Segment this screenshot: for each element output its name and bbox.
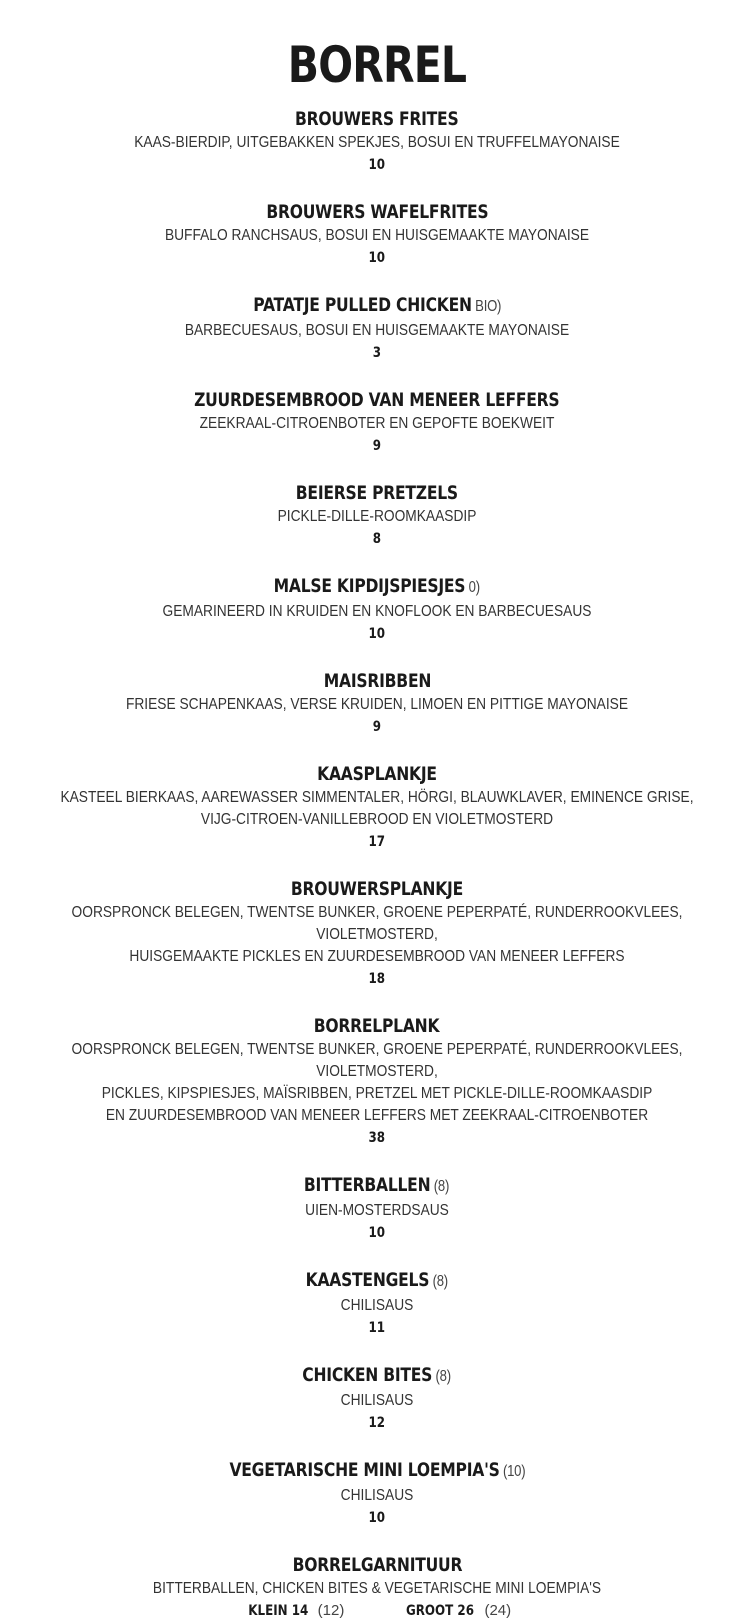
menu-item <box>0 1362 754 1434</box>
item-spacer <box>0 1339 754 1362</box>
page-title: BORREL <box>287 36 467 94</box>
menu-item <box>0 573 754 645</box>
menu-item-header <box>0 387 754 413</box>
size-label: KLEIN 14 <box>248 1603 309 1619</box>
item-spacer <box>0 1149 754 1172</box>
item-spacer <box>0 550 754 573</box>
menu-item-description: UIEN-MOSTERDSAUS <box>305 1202 449 1219</box>
menu-item-price-row <box>0 1412 754 1434</box>
menu-item <box>0 668 754 738</box>
menu-item <box>0 1267 754 1339</box>
size-options <box>0 1600 754 1622</box>
item-spacer <box>0 1244 754 1267</box>
menu-item-header <box>0 761 754 787</box>
item-spacer <box>0 176 754 199</box>
menu-item-header <box>0 876 754 902</box>
menu-item-description: BARBECUESAUS, BOSUI EN HUISGEMAAKTE MAYONAISE <box>184 322 570 339</box>
menu-item-description: EN ZUURDESEMBROOD VAN MENEER LEFFERS MET ZEEKRAAL-CITROENBOTER <box>105 1107 649 1124</box>
menu-item-name: KAASTENGELS (8) <box>305 1269 449 1291</box>
menu-item-description: BITTERBALLEN, CHICKEN BITES & VEGETARISCHE MINI LOEMPIA'S <box>152 1580 602 1597</box>
menu-item <box>0 480 754 550</box>
menu-item-header <box>0 668 754 694</box>
menu-item-header <box>0 292 754 320</box>
item-spacer <box>0 645 754 668</box>
menu-item <box>0 387 754 457</box>
item-spacer <box>0 1434 754 1457</box>
menu-item-description: PICKLE-DILLE-ROOMKAASDIP <box>277 508 477 525</box>
menu-item-header <box>0 1172 754 1200</box>
menu-item <box>0 761 754 853</box>
menu-item-description: OORSPRONCK BELEGEN, TWENTSE BUNKER, GROENE PEPERPATÉ, RUNDERROOKVLEES, VIOLETMOSTERD, <box>71 904 683 943</box>
menu-item-description: FRIESE SCHAPENKAAS, VERSE KRUIDEN, LIMOEN EN PITTIGE MAYONAISE <box>125 696 629 713</box>
menu-item-description: HUISGEMAAKTE PICKLES EN ZUURDESEMBROOD VAN MENEER LEFFERS <box>129 948 625 965</box>
menu-item-price: 10 <box>368 626 386 642</box>
menu-item-description: BUFFALO RANCHSAUS, BOSUI EN HUISGEMAAKTE MAYONAISE <box>164 227 590 244</box>
menu-item-header <box>0 1362 754 1390</box>
menu-item-name: BROUWERS FRITES <box>295 108 459 130</box>
menu-item-name: KAASPLANKJE <box>317 763 437 785</box>
menu-item-name: BITTERBALLEN (8) <box>304 1174 450 1196</box>
menu-item-name: VEGETARISCHE MINI LOEMPIA'S (10) <box>229 1459 525 1481</box>
menu-item-header <box>0 1267 754 1295</box>
menu-item-note: 0) <box>465 579 481 596</box>
menu-item-price-row <box>0 716 754 738</box>
menu-item <box>0 292 754 364</box>
menu-item-price-row <box>0 1317 754 1339</box>
menu-item-header <box>0 106 754 132</box>
menu-item-name: ZUURDESEMBROOD VAN MENEER LEFFERS <box>194 389 560 411</box>
item-spacer <box>0 738 754 761</box>
menu-item-price: 10 <box>368 250 386 266</box>
menu-item-price: 3 <box>372 345 382 361</box>
menu-item-header <box>0 480 754 506</box>
menu-item-description: KAAS-BIERDIP, UITGEBAKKEN SPEKJES, BOSUI EN TRUFFELMAYONAISE <box>134 134 620 151</box>
menu-item-name: BORRELGARNITUUR <box>292 1554 462 1576</box>
menu-item-price-row <box>0 831 754 853</box>
menu-item-description: PICKLES, KIPSPIESJES, MAÏSRIBBEN, PRETZEL MET PICKLE-DILLE-ROOMKAASDIP <box>101 1085 653 1102</box>
menu-item-price: 9 <box>372 438 382 454</box>
size-count: (24) <box>480 1602 512 1619</box>
item-spacer <box>0 269 754 292</box>
menu-item-description: VIJG-CITROEN-VANILLEBROOD EN VIOLETMOSTERD <box>200 811 554 828</box>
menu-item-name: MALSE KIPDIJSPIESJES 0) <box>273 575 481 597</box>
menu-item <box>0 1172 754 1244</box>
menu-item-note: (10) <box>499 1463 525 1480</box>
menu-item-header <box>0 1552 754 1578</box>
menu-item-name: BORRELPLANK <box>314 1015 440 1037</box>
menu-item <box>0 199 754 269</box>
menu-item-price: 8 <box>372 531 382 547</box>
menu-item-price: 17 <box>368 834 386 850</box>
menu-item-name: PATATJE PULLED CHICKEN BIO) <box>253 294 501 316</box>
size-option <box>400 1600 511 1622</box>
item-spacer <box>0 1529 754 1552</box>
menu-item-header <box>0 1013 754 1039</box>
menu-item-price: 10 <box>368 1510 386 1526</box>
menu-item-note: (8) <box>432 1368 452 1385</box>
size-count: (12) <box>313 1602 345 1619</box>
item-spacer <box>0 364 754 387</box>
menu-item-description: KASTEEL BIERKAAS, AAREWASSER SIMMENTALER, HÖRGI, BLAUWKLAVER, EMINENCE GRISE, <box>60 789 694 806</box>
menu-item-price-row <box>0 342 754 364</box>
menu-item-price: 38 <box>368 1130 386 1146</box>
menu-item <box>0 1457 754 1529</box>
menu-item-price-row <box>0 154 754 176</box>
menu-item-price-row <box>0 435 754 457</box>
item-spacer <box>0 457 754 480</box>
menu-item-price-row <box>0 968 754 990</box>
menu-item-header <box>0 573 754 601</box>
menu-item-description: CHILISAUS <box>340 1487 414 1504</box>
menu-item-description: CHILISAUS <box>340 1392 414 1409</box>
size-option <box>243 1600 344 1622</box>
menu-item-price: 18 <box>368 971 386 987</box>
menu-item <box>0 876 754 990</box>
size-label: GROOT 26 <box>406 1603 475 1619</box>
menu-item-description: GEMARINEERD IN KRUIDEN EN KNOFLOOK EN BARBECUESAUS <box>162 603 592 620</box>
menu-item-name: MAISRIBBEN <box>323 670 431 692</box>
menu-item-note: (8) <box>430 1178 450 1195</box>
menu-item-note: BIO) <box>471 298 501 315</box>
menu-item <box>0 106 754 176</box>
menu-item-price: 12 <box>368 1415 386 1431</box>
menu-item-price-row <box>0 247 754 269</box>
menu-item-header <box>0 1457 754 1485</box>
menu-item-description: CHILISAUS <box>340 1297 414 1314</box>
menu-item-borrelgarnituur <box>0 1552 754 1622</box>
menu-item-price-row <box>0 1127 754 1149</box>
menu-list <box>0 106 754 1622</box>
menu-item-description: OORSPRONCK BELEGEN, TWENTSE BUNKER, GROENE PEPERPATÉ, RUNDERROOKVLEES, VIOLETMOSTERD, <box>71 1041 683 1080</box>
menu-item-header <box>0 199 754 225</box>
menu-item-description: ZEEKRAAL-CITROENBOTER EN GEPOFTE BOEKWEIT <box>199 415 555 432</box>
menu-item-price: 10 <box>368 157 386 173</box>
menu-item-name: BROUWERS WAFELFRITES <box>265 201 488 223</box>
menu-item-note: (8) <box>429 1273 449 1290</box>
menu-item <box>0 1013 754 1149</box>
menu-item-price: 10 <box>368 1225 386 1241</box>
menu-item-name: BEIERSE PRETZELS <box>295 482 459 504</box>
menu-item-price: 9 <box>372 719 382 735</box>
menu-item-price: 11 <box>368 1320 386 1336</box>
menu-item-price-row <box>0 528 754 550</box>
menu-item-price-row <box>0 623 754 645</box>
menu-item-price-row <box>0 1222 754 1244</box>
menu-item-name: BROUWERSPLANKJE <box>290 878 464 900</box>
item-spacer <box>0 990 754 1013</box>
menu-item-name: CHICKEN BITES (8) <box>302 1364 452 1386</box>
menu-item-price-row <box>0 1507 754 1529</box>
item-spacer <box>0 853 754 876</box>
